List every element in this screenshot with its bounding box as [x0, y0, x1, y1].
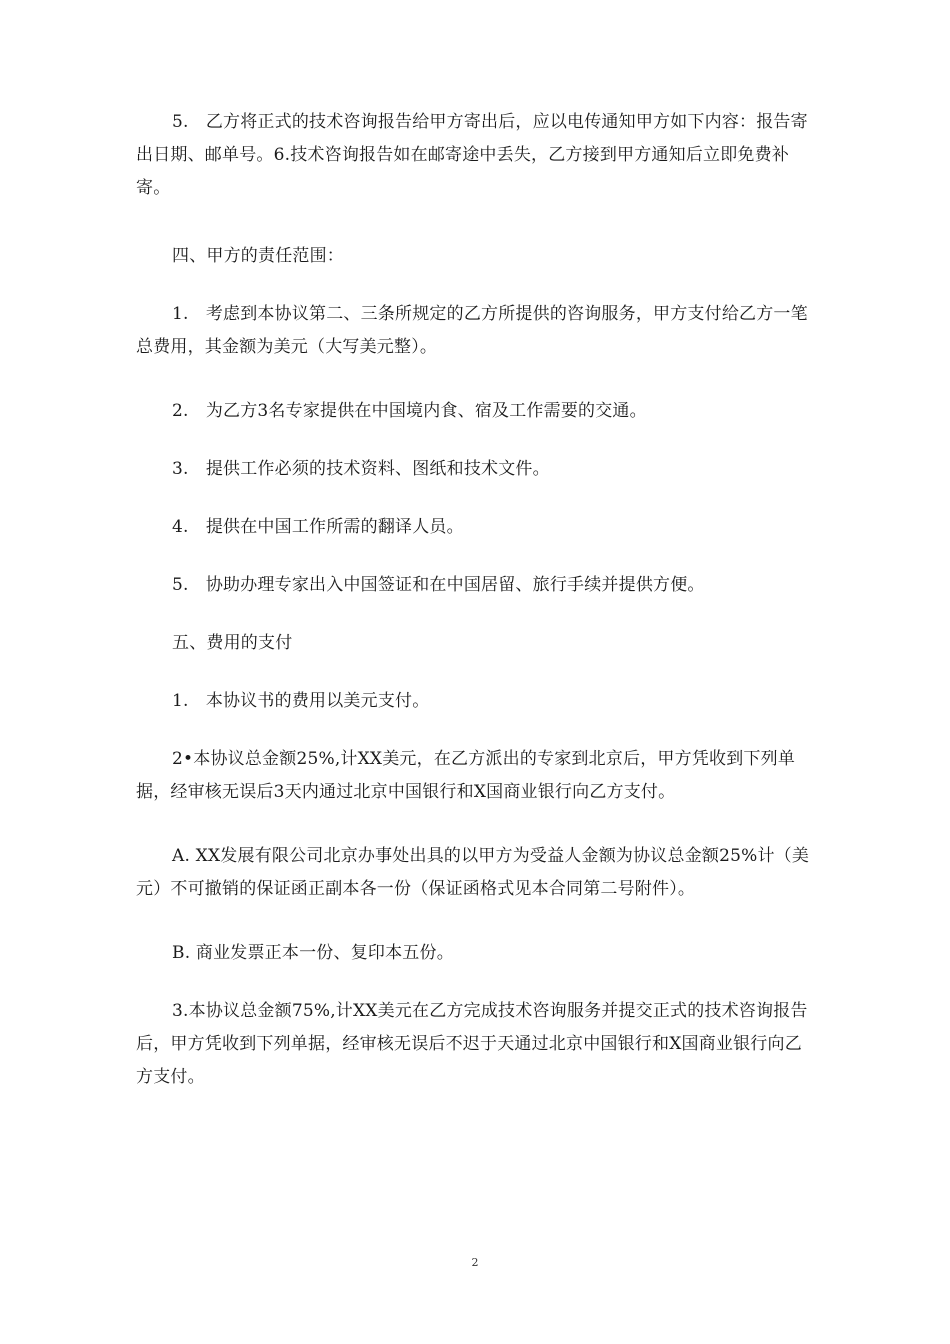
paragraph-payment-25-percent: 2•本协议总金额25%,计XX美元，在乙方派出的专家到北京后，甲方凭收到下列单据，经审核无误后3天内通过北京中国银行和X国商业银行向乙方支付。 [136, 749, 796, 802]
page-number: 2 [471, 1256, 479, 1269]
paragraph-experts-accommodation: 2. 为乙方3名专家提供在中国境内食、宿及工作需要的交通。 [172, 401, 647, 421]
paragraph-technical-documents: 3. 提供工作必须的技术资料、图纸和技术文件。 [172, 459, 550, 479]
paragraph-total-fee: 1. 考虑到本协议第二、三条所规定的乙方所提供的咨询服务，甲方支付给乙方一笔总费用，其金额为美元（大写美元整）。 [136, 304, 808, 357]
paragraph-payment-75-percent: 3.本协议总金额75%,计XX美元在乙方完成技术咨询服务并提交正式的技术咨询报告后，甲方凭收到下列单据，经审核无误后不迟于天通过北京中国银行和X国商业银行向乙方支付。 [136, 1001, 808, 1087]
paragraph-guarantee-letter: A. XX发展有限公司北京办事处出具的以甲方为受益人金额为协议总金额25%计（美元）不可撤销的保证函正副本各一份（保证函格式见本合同第二号附件）。 [136, 846, 810, 899]
paragraph-party-b-report-notice: 5. 乙方将正式的技术咨询报告给甲方寄出后，应以电传通知甲方如下内容：报告寄出日期、邮单号。6.技术咨询报告如在邮寄途中丢失，乙方接到甲方通知后立即免费补寄。 [136, 112, 808, 198]
paragraph-payment-currency: 1. 本协议书的费用以美元支付。 [172, 691, 430, 711]
paragraph-visa-assistance: 5. 协助办理专家出入中国签证和在中国居留、旅行手续并提供方便。 [172, 575, 705, 595]
section-heading-payment: 五、费用的支付 [172, 633, 293, 653]
paragraph-translators: 4. 提供在中国工作所需的翻译人员。 [172, 517, 464, 537]
section-heading-party-a-responsibilities: 四、甲方的责任范围： [172, 246, 344, 266]
paragraph-commercial-invoice: B. 商业发票正本一份、复印本五份。 [172, 943, 454, 963]
